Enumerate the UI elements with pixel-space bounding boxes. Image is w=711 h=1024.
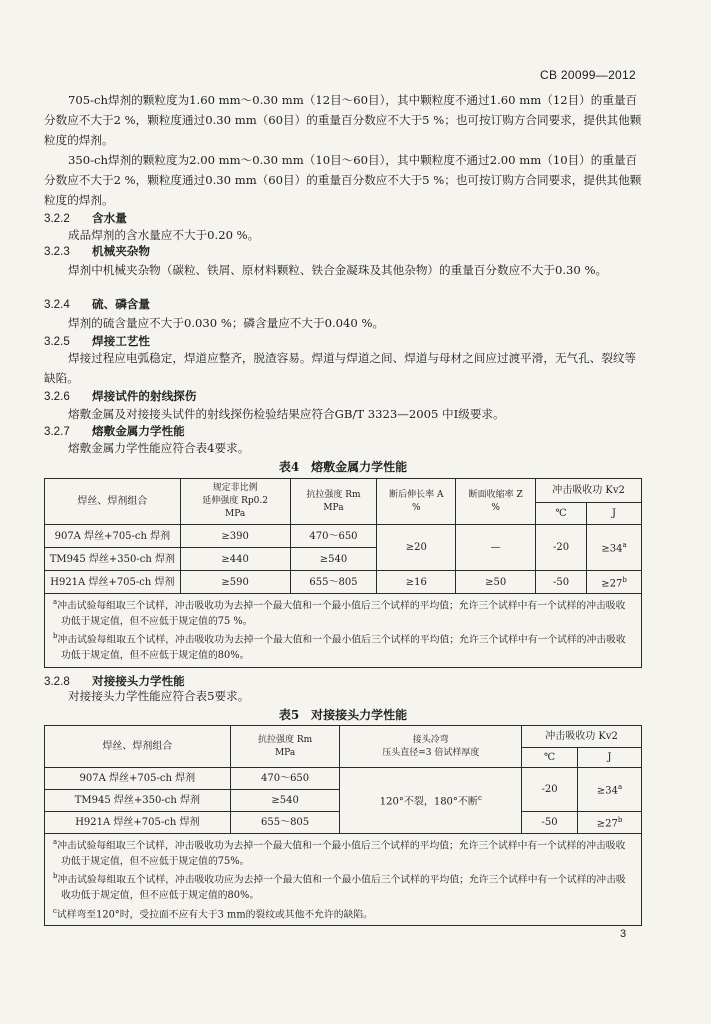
note-text: 冲击试验每组取五个试样，冲击吸收功应为去掉一个最大值和一个最小值后三个试样的平均值；允许三个试样中有一个试样的冲击吸收功低于规定值，但不应低于规定值的80%。: [57, 874, 626, 902]
section-number: 3.2.5: [44, 335, 70, 348]
note-mark: a: [53, 838, 58, 846]
header-unit: MPa: [274, 747, 296, 758]
table5: [44, 725, 642, 834]
note-ref: c: [477, 794, 482, 803]
table-note: [53, 904, 635, 923]
section-title: 机械夹杂物: [92, 244, 150, 258]
note-text: 试样弯至120°时，受拉面不应有大于3 mm的裂纹或其他不允许的缺陷。: [56, 908, 373, 920]
table-cell: TM945 焊丝+350-ch 焊剂: [45, 790, 231, 812]
section-title: 焊接试件的射线探伤: [92, 389, 197, 403]
table4-header-yield: [180, 479, 290, 525]
note-text: 冲击试验每组取三个试样，冲击吸收功为去掉一个最大值和一个最小值后三个试样的平均值；允许三个试样中有一个试样的冲击吸收功低于规定值，但不应低于规定值的75 %。: [57, 600, 626, 627]
table4-caption: 表4 熔敷金属力学性能: [278, 460, 408, 474]
table4-header-combo: 焊丝、焊剂组合: [45, 479, 181, 525]
table4-header-impact: 冲击吸收功 Kv2: [536, 479, 642, 503]
section-number: 3.2.6: [44, 390, 70, 403]
header-unit: %: [412, 502, 421, 513]
table-note: [53, 629, 635, 663]
table5-header-impact: 冲击吸收功 Kv2: [522, 726, 642, 748]
section-heading-3-2-4: [44, 294, 150, 315]
table-cell: ≥540: [230, 790, 340, 812]
header-text: 抗拉强度 Rm: [257, 734, 313, 745]
section-body-3-2-8: 对接接头力学性能应符合表5要求。: [68, 689, 250, 703]
table-cell: 907A 焊丝+705-ch 焊剂: [45, 768, 231, 790]
note-mark: a: [53, 598, 58, 606]
table-cell: 655～805: [290, 571, 377, 594]
paragraph-705ch-text: 705-ch焊剂的颗粒度为1.60 mm～0.30 mm（12目～60目），其中颗粒度不通过1.60 mm（12目）的重量百分数应不大于2 %，颗粒度通过0.30 mm（60目）的重量百分数应不大于5 %；也可按订购方合同要求，提供其他颗粒度的焊剂。: [44, 93, 642, 147]
table4-header-temp: ℃: [536, 503, 587, 525]
table-cell: H921A 焊丝+705-ch 焊剂: [45, 812, 231, 834]
table-cell: -50: [536, 571, 587, 594]
page-number: 3: [620, 928, 627, 940]
table4-notes: [44, 593, 642, 668]
table-cell: —: [456, 525, 536, 571]
table4-header-energy: J: [587, 503, 642, 525]
header-text: 延伸强度 Rp0.2: [202, 496, 268, 506]
section-heading-3-2-3: [44, 241, 150, 262]
section-body-text: 焊剂中机械夹杂物（碳粒、铁屑、原材料颗粒、铁合金凝珠及其他杂物）的重量百分数应不大于0.30 %。: [68, 263, 608, 277]
header-unit: %: [491, 502, 500, 513]
table-cell: [587, 525, 642, 571]
table-cell: ≥20: [377, 525, 456, 571]
table4-header-elongation: [377, 479, 456, 525]
note-mark: b: [53, 632, 58, 641]
header-unit: MPa: [225, 509, 246, 519]
table-cell: -50: [522, 812, 578, 834]
section-body-text: 焊接过程应电弧稳定，焊道应整齐，脱渣容易。焊道与焊道之间、焊道与母材之间应过渡平滑，无气孔、裂纹等缺陷。: [44, 351, 637, 385]
section-title: 含水量: [92, 211, 127, 225]
table-cell: TM945 焊丝+350-ch 焊剂: [45, 548, 181, 571]
note-text: 冲击试验每组取五个试样，冲击吸收功为去掉一个最大值和一个最小值后三个试样的平均值；允许三个试样中有一个试样的冲击吸收功低于规定值，但不应低于规定值的80%。: [57, 634, 626, 662]
section-number: 3.2.7: [44, 425, 70, 438]
table-cell: [578, 768, 642, 812]
table-row: [45, 768, 642, 790]
cell-value: ≥27: [596, 818, 618, 830]
paragraph-350ch-text: 350-ch焊剂的颗粒度为2.00 mm～0.30 mm（10目～60目），其中颗粒度不通过2.00 mm（10目）的重量百分数应不大于2 %，颗粒度通过0.30 mm（60目）的重量百分数应不大于5 %；也可按订购方合同要求，提供其他颗粒度的焊剂。: [44, 153, 642, 207]
paragraph-705ch: [44, 90, 642, 150]
table-cell: [578, 812, 642, 834]
table-cell: 907A 焊丝+705-ch 焊剂: [45, 525, 181, 548]
header-unit: MPa: [323, 502, 344, 513]
section-body-3-2-7: 熔敷金属力学性能应符合表4要求。: [68, 441, 250, 455]
header-text: 规定非比例: [212, 483, 258, 493]
note-ref: b: [622, 575, 627, 584]
table-note: [53, 869, 635, 903]
header-text: 断后伸长率 A: [389, 489, 444, 500]
cell-value: ≥34: [601, 543, 623, 555]
section-body-3-2-6: 熔敷金属及对接接头试件的射线探伤检验结果应符合GB/T 3323—2005 中I级要求。: [68, 407, 505, 421]
table-cell: -20: [536, 525, 587, 571]
table-cell: [587, 571, 642, 594]
section-number: 3.2.8: [44, 675, 70, 688]
cell-value: ≥27: [601, 578, 623, 590]
table5-header-tensile: [230, 726, 340, 768]
note-ref: a: [622, 541, 627, 550]
table5-header-temp: ℃: [522, 748, 578, 768]
header-text: 接头冷弯: [412, 734, 449, 745]
table-cell: ≥50: [456, 571, 536, 594]
section-body-3-2-4: 焊剂的硫含量应不大于0.030 %；磷含量应不大于0.040 %。: [68, 316, 385, 330]
note-mark: b: [53, 872, 58, 881]
section-number: 3.2.2: [44, 212, 70, 225]
table-cell: [340, 768, 522, 834]
table5-notes: [44, 833, 642, 926]
table-cell: ≥590: [180, 571, 290, 594]
table-row: [45, 571, 642, 594]
table-cell: 470～650: [230, 768, 340, 790]
table-cell: ≥540: [290, 548, 377, 571]
section-title: 对接接头力学性能: [92, 674, 185, 688]
note-ref: a: [617, 783, 623, 792]
table5-header-combo: 焊丝、焊剂组合: [45, 726, 231, 768]
table5-header-bend: [340, 726, 522, 768]
note-mark: c: [53, 906, 57, 915]
table-cell: H921A 焊丝+705-ch 焊剂: [45, 571, 181, 594]
table5-caption: 表5 对接接头力学性能: [278, 708, 408, 722]
table-cell: 655～805: [230, 812, 340, 834]
section-number: 3.2.3: [44, 245, 70, 258]
cell-value: 120°不裂，180°不断: [379, 796, 478, 808]
section-title: 焊接工艺性: [92, 334, 150, 348]
table4: [44, 478, 642, 594]
section-body-3-2-5: [44, 348, 642, 388]
table-note: [53, 595, 635, 629]
header-text: 断面收缩率 Z: [468, 489, 523, 500]
table-note: [53, 835, 635, 869]
table4-header-tensile: [290, 479, 377, 525]
standard-number: CB 20099—2012: [540, 68, 636, 82]
table-cell: -20: [522, 768, 578, 812]
table-cell: 470～650: [290, 525, 377, 548]
header-text: 抗拉强度 Rm: [306, 489, 361, 500]
note-text: 冲击试验每组取三个试样，冲击吸收功为去掉一个最大值和一个最小值后三个试样的平均值；允许三个试样中有一个试样的冲击吸收功低于规定值，但不应低于规定值的75%。: [57, 840, 626, 867]
paragraph-350ch: [44, 150, 642, 210]
section-title: 硫、磷含量: [92, 297, 150, 311]
section-number: 3.2.4: [44, 298, 70, 311]
section-title: 熔敷金属力学性能: [92, 424, 185, 438]
table-row: [45, 525, 642, 548]
section-body-3-2-2: 成品焊剂的含水量应不大于0.20 %。: [68, 228, 260, 242]
table5-header-energy: J: [578, 748, 642, 768]
cell-value: ≥34: [596, 785, 618, 797]
section-body-3-2-3: [44, 260, 642, 280]
table-cell: ≥440: [180, 548, 290, 571]
header-sub: 压头直径=3 倍试样厚度: [382, 747, 480, 758]
table4-header-reduction: [456, 479, 536, 525]
note-ref: b: [617, 816, 623, 825]
table-cell: ≥16: [377, 571, 456, 594]
table-cell: ≥390: [180, 525, 290, 548]
